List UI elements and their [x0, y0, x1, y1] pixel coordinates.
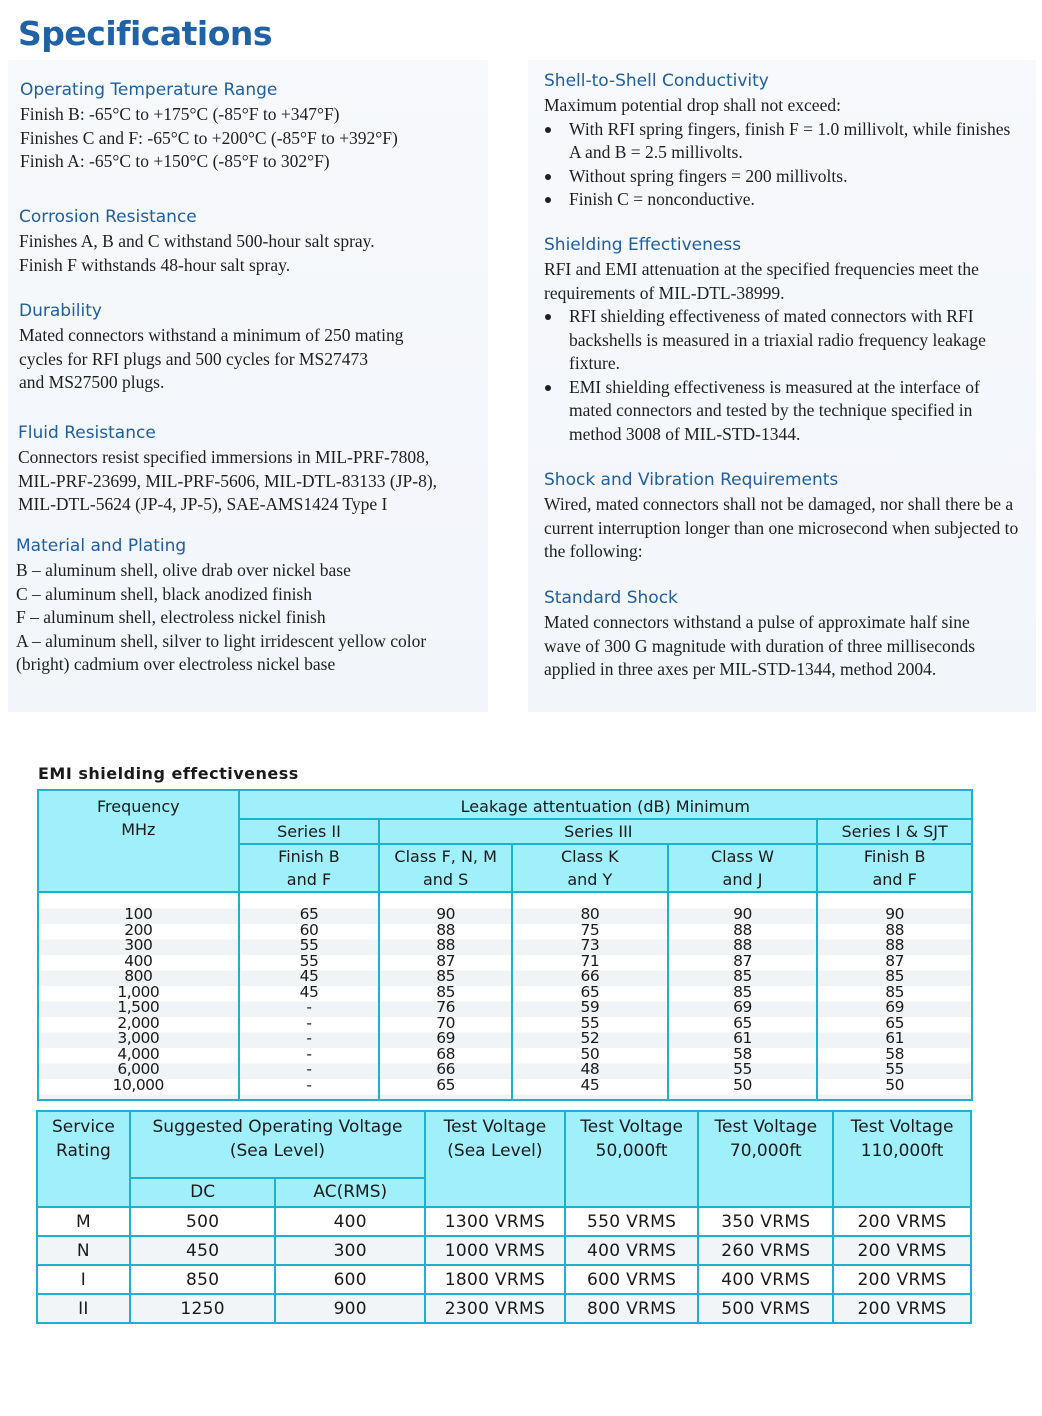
section-heading: Corrosion Resistance: [19, 207, 197, 227]
section-line: MIL-PRF-23699, MIL-PRF-5606, MIL-DTL-83133 (JP-8),: [18, 470, 438, 491]
table-value: 65: [580, 982, 600, 1001]
header-line: Test Voltage: [850, 1117, 954, 1137]
section-shell-conductivity: [544, 71, 1014, 212]
table-cell: 1000 VRMS: [425, 1236, 565, 1265]
section-line: Finishes A, B and C withstand 500-hour salt spray.: [19, 231, 375, 251]
col-header-line: Finish B: [278, 847, 340, 866]
table-value: 88: [733, 936, 752, 954]
col-header-line: and F: [286, 870, 332, 889]
table-value: -: [306, 1013, 312, 1032]
table-value: 55: [580, 1013, 600, 1032]
table-value: 48: [580, 1060, 600, 1078]
bullet-item: RFI shielding effectiveness of mated connectors with RFI backshells is measured in a triaxial radio frequency leakage fixture.: [544, 305, 1018, 376]
table-value: 58: [733, 1044, 752, 1063]
table-cell: 300: [275, 1236, 425, 1265]
bullet-item: With RFI spring fingers, finish F = 1.0 millivolt, while finishes A and B = 2.5 millivolts.: [544, 118, 1014, 165]
table-value: -: [306, 1075, 312, 1094]
table-value: 70: [436, 1013, 456, 1032]
col-header-finish-b-f: [239, 844, 380, 892]
section-line: cycles for RFI plugs and 500 cycles for MS27473: [19, 348, 368, 369]
series3-ky-values-cell: [512, 892, 668, 1100]
series1-values-cell: [817, 892, 972, 1100]
section-heading: Fluid Resistance: [18, 423, 156, 443]
table-cell: 450: [130, 1236, 276, 1265]
table-cell: 260 VRMS: [698, 1236, 833, 1265]
col-header-line: and F: [872, 870, 917, 889]
section-material-plating: [16, 536, 486, 677]
table-row: [37, 1294, 971, 1323]
series3-fnms-values-cell: [379, 892, 512, 1100]
table-value: 88: [436, 920, 456, 939]
table-cell: 900: [275, 1294, 425, 1323]
table-value: 85: [885, 982, 905, 1001]
header-line: Service: [52, 1117, 115, 1137]
service-rating-header: [37, 1111, 130, 1207]
series-ii-header: Series II: [239, 819, 380, 844]
table-value: 85: [436, 982, 456, 1001]
section-line: Finishes C and F: -65°C to +200°C (-85°F to +392°F): [20, 127, 398, 148]
table-value: -: [306, 998, 312, 1016]
section-text: Mated connectors withstand a pulse of approximate half sine wave of 300 G magnitude with duration of three milliseconds applied in three axes per MIL-STD-1344, method 2004.: [544, 612, 976, 679]
table-value: 65: [733, 1013, 752, 1032]
table-row: [37, 1236, 971, 1265]
table-cell: 400 VRMS: [565, 1236, 699, 1265]
table-value: 69: [436, 1029, 456, 1047]
section-intro: Maximum potential drop shall not exceed:: [544, 95, 841, 115]
leakage-header: Leakage attentuation (dB) Minimum: [239, 790, 972, 819]
table-value: 90: [885, 905, 905, 923]
table-value: 76: [436, 998, 456, 1016]
table-cell: N: [37, 1236, 130, 1265]
table-cell: M: [37, 1207, 130, 1236]
emi-table-caption: EMI shielding effectiveness: [38, 764, 299, 783]
table-value: 90: [436, 905, 456, 923]
table-cell: 500 VRMS: [698, 1294, 833, 1323]
table-value: 88: [436, 936, 456, 954]
table-value: 4,000: [117, 1044, 160, 1063]
table-value: 300: [124, 936, 153, 954]
table-value: 6,000: [117, 1060, 160, 1078]
section-heading: Shock and Vibration Requirements: [544, 470, 839, 490]
table-value: 58: [885, 1044, 905, 1063]
table-value: -: [306, 1044, 312, 1063]
table-value: 1,000: [117, 982, 160, 1001]
section-line: Finish B: -65°C to +175°C (-85°F to +347°F): [20, 104, 340, 124]
table-value: 66: [580, 967, 600, 985]
section-heading: Shielding Effectiveness: [544, 235, 742, 255]
emi-shielding-table: [37, 789, 973, 1101]
col-header-class-wj: [668, 844, 818, 892]
frequency-label: Frequency: [96, 797, 180, 816]
test-voltage-50k-header: [565, 1111, 699, 1207]
section-heading: Standard Shock: [544, 588, 678, 608]
frequency-values-cell: [38, 892, 239, 1100]
table-cell: 200 VRMS: [833, 1265, 971, 1294]
mhz-label: MHz: [121, 820, 156, 839]
ac-header: AC(RMS): [275, 1178, 425, 1207]
table-cell: 2300 VRMS: [425, 1294, 565, 1323]
table-value: 55: [733, 1060, 752, 1078]
table-value: 65: [885, 1013, 905, 1032]
section-line: (bright) cadmium over electroless nickel base: [16, 654, 336, 674]
table-value: 50: [580, 1044, 600, 1063]
col-header-finish-b-f-series1: [817, 844, 972, 892]
section-operating-temperature: [20, 80, 490, 174]
col-header-line: and J: [722, 870, 763, 889]
table-cell: 1800 VRMS: [425, 1265, 565, 1294]
table-cell: 1250: [130, 1294, 276, 1323]
voltage-rating-table: [36, 1110, 972, 1324]
bullet-item: Without spring fingers = 200 millivolts.: [544, 165, 1014, 189]
section-heading: Material and Plating: [16, 536, 187, 556]
header-line: Test Voltage: [580, 1117, 683, 1137]
table-cell: 200 VRMS: [833, 1207, 971, 1236]
header-line: Test Voltage: [714, 1117, 818, 1137]
table-cell: 850: [130, 1265, 276, 1294]
header-line: 50,000ft: [595, 1140, 668, 1161]
table-value: 50: [733, 1075, 752, 1094]
section-line: Connectors resist specified immersions in MIL-PRF-7808,: [18, 447, 430, 467]
table-cell: 400: [275, 1207, 425, 1236]
table-value: 66: [436, 1060, 456, 1078]
table-cell: 200 VRMS: [833, 1294, 971, 1323]
col-header-line: Class F, N, M: [394, 847, 497, 866]
table-value: 85: [436, 967, 456, 985]
section-line: MIL-DTL-5624 (JP-4, JP-5), SAE-AMS1424 Type I: [18, 494, 388, 514]
table-value: 3,000: [117, 1029, 160, 1047]
table-value: 68: [436, 1044, 456, 1063]
section-heading: Shell-to-Shell Conductivity: [544, 71, 769, 91]
col-header-line: and S: [422, 870, 469, 889]
table-value: 87: [733, 951, 752, 970]
table-value: 55: [885, 1060, 905, 1078]
header-line: 110,000ft: [860, 1140, 944, 1161]
table-value: 88: [885, 920, 905, 939]
table-value: 69: [885, 998, 905, 1016]
table-value: 80: [580, 905, 600, 923]
table-value: 100: [124, 905, 153, 923]
section-standard-shock: [544, 588, 1004, 682]
header-line: Test Voltage: [443, 1117, 547, 1137]
table-value: 71: [580, 951, 600, 970]
section-line: B – aluminum shell, olive drab over nickel base: [16, 560, 351, 580]
table-value: 75: [580, 920, 600, 939]
suggested-voltage-header: [130, 1111, 425, 1178]
table-value: 2,000: [117, 1013, 160, 1032]
table-value: 400: [124, 951, 153, 970]
section-line: and MS27500 plugs.: [19, 372, 165, 392]
col-header-class-ky: [512, 844, 668, 892]
section-line: Mated connectors withstand a minimum of 250 mating: [19, 325, 404, 345]
table-cell: 350 VRMS: [698, 1207, 833, 1236]
series2-values-cell: [239, 892, 380, 1100]
test-voltage-sea-header: [425, 1111, 565, 1207]
table-cell: 500: [130, 1207, 276, 1236]
section-line: Finish F withstands 48-hour salt spray.: [19, 254, 291, 275]
section-line: Finish A: -65°C to +150°C (-85°F to 302°F): [20, 151, 330, 171]
section-fluid-resistance: [18, 423, 488, 517]
test-voltage-70k-header: [698, 1111, 833, 1207]
table-value: 50: [885, 1075, 905, 1094]
table-value: 65: [299, 905, 319, 923]
table-value: 73: [580, 936, 600, 954]
test-voltage-110k-header: [833, 1111, 971, 1207]
table-value: 87: [436, 951, 456, 970]
table-row: [37, 1265, 971, 1294]
col-header-class-fnms: [379, 844, 512, 892]
bullet-item: EMI shielding effectiveness is measured at the interface of mated connectors and tested by the technique specified in method 3008 of MIL-STD-1344.: [544, 376, 1018, 447]
table-value: -: [306, 1060, 312, 1078]
section-text: Wired, mated connectors shall not be damaged, nor shall there be a current interruption longer than one microsecond when subjected to the following:: [544, 494, 1019, 561]
table-value: 59: [580, 998, 600, 1016]
bullet-item: Finish C = nonconductive.: [544, 188, 1014, 212]
table-cell: 550 VRMS: [565, 1207, 699, 1236]
table-value: 88: [733, 920, 752, 939]
table-value: 800: [124, 967, 153, 985]
table-value: 55: [299, 936, 319, 954]
header-line: Rating: [56, 1140, 111, 1161]
table-value: 45: [299, 982, 319, 1001]
table-value: 45: [299, 967, 319, 985]
section-shock-vibration: [544, 470, 1024, 564]
table-cell: 400 VRMS: [698, 1265, 833, 1294]
table-cell: 200 VRMS: [833, 1236, 971, 1265]
table-cell: I: [37, 1265, 130, 1294]
col-header-line: and Y: [567, 870, 613, 889]
table-value: 69: [733, 998, 752, 1016]
table-value: 200: [124, 920, 153, 939]
table-cell: 600: [275, 1265, 425, 1294]
table-value: 61: [733, 1029, 752, 1047]
section-line: A – aluminum shell, silver to light irridescent yellow color: [16, 630, 427, 651]
table-value: 10,000: [112, 1075, 164, 1094]
section-corrosion-resistance: [19, 207, 489, 277]
section-line: F – aluminum shell, electroless nickel finish: [16, 607, 326, 627]
header-line: 70,000ft: [729, 1140, 802, 1161]
table-value: 85: [885, 967, 905, 985]
table-cell: II: [37, 1294, 130, 1323]
table-value: 60: [299, 920, 319, 939]
page-title: Specifications: [18, 14, 273, 53]
table-value: 85: [733, 967, 752, 985]
table-value: 55: [299, 951, 319, 970]
table-cell: 600 VRMS: [565, 1265, 699, 1294]
table-value: 85: [733, 982, 752, 1001]
section-shielding-effectiveness: [544, 235, 1018, 446]
col-header-line: Finish B: [863, 847, 926, 866]
table-row: [37, 1207, 971, 1236]
frequency-header: [38, 790, 239, 892]
table-cell: 1300 VRMS: [425, 1207, 565, 1236]
header-line: Suggested Operating Voltage: [152, 1117, 403, 1137]
series3-wj-values-cell: [668, 892, 818, 1100]
table-value: -: [306, 1029, 312, 1047]
col-header-line: Class K: [560, 847, 619, 866]
table-cell: 800 VRMS: [565, 1294, 699, 1323]
table-value: 65: [436, 1075, 456, 1094]
table-value: 88: [885, 936, 905, 954]
table-value: 87: [885, 951, 905, 970]
section-heading: Durability: [19, 301, 102, 321]
header-line: (Sea Level): [447, 1140, 543, 1161]
col-header-line: Class W: [710, 847, 774, 866]
dc-header: DC: [130, 1178, 276, 1207]
table-value: 52: [580, 1029, 600, 1047]
section-line: C – aluminum shell, black anodized finish: [16, 583, 312, 604]
section-intro: RFI and EMI attenuation at the specified frequencies meet the requirements of MIL-DTL-38999.: [544, 259, 979, 303]
table-value: 1,500: [117, 998, 160, 1016]
header-line: (Sea Level): [229, 1140, 326, 1161]
series-iii-header: Series III: [379, 819, 817, 844]
series-i-header: Series I & SJT: [817, 819, 972, 844]
table-value: 90: [733, 905, 752, 923]
table-value: 45: [580, 1075, 600, 1094]
table-value: 61: [885, 1029, 905, 1047]
section-heading: Operating Temperature Range: [20, 80, 278, 100]
section-durability: [19, 301, 489, 395]
